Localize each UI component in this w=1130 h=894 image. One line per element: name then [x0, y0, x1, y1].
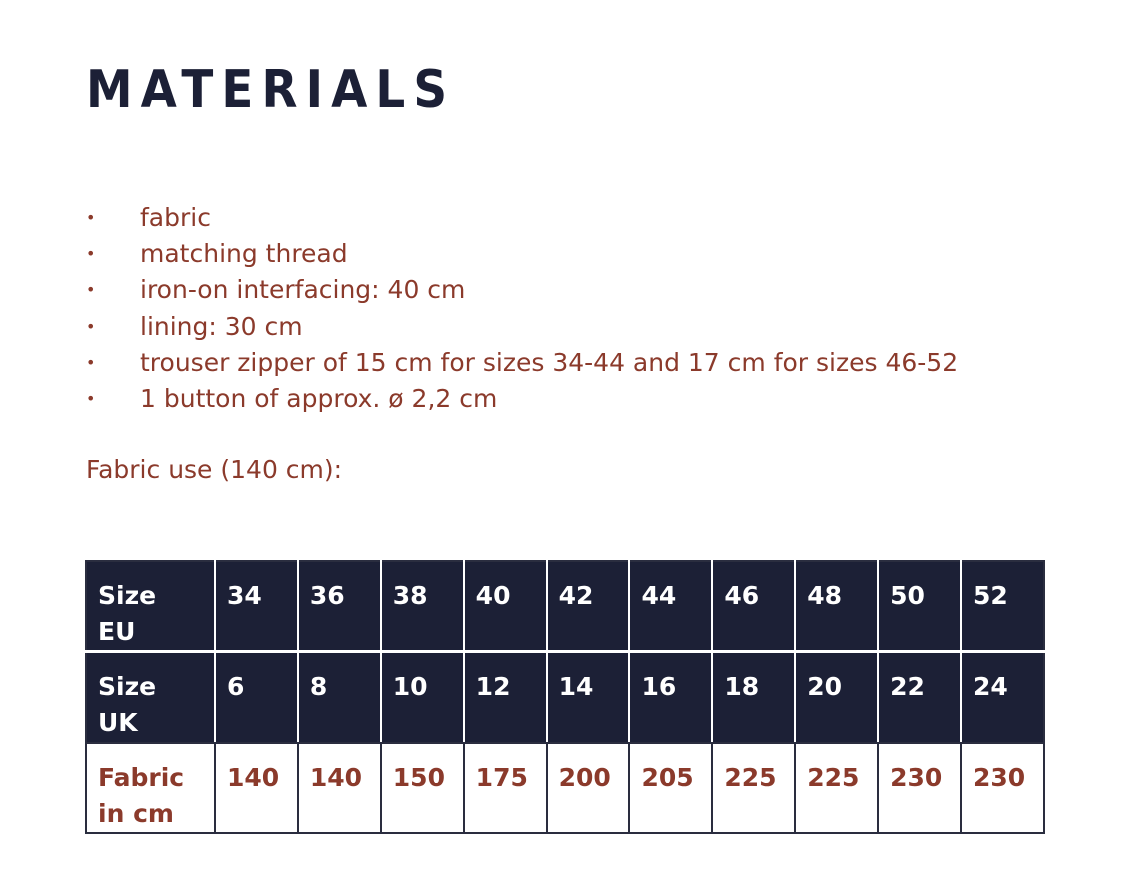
- size-table: [85, 560, 1045, 834]
- table-cell: 16: [629, 652, 712, 743]
- row-header-line: UK: [98, 708, 138, 738]
- table-cell: 40: [464, 561, 547, 652]
- table-cell: 14: [547, 652, 630, 743]
- table-cell: 140: [215, 743, 298, 833]
- bullet-icon: •: [86, 280, 96, 300]
- row-header-fabric: [86, 743, 215, 833]
- table-cell: 10: [381, 652, 464, 743]
- table-cell: 230: [961, 743, 1044, 833]
- table-cell: 36: [298, 561, 381, 652]
- table-cell: 150: [381, 743, 464, 833]
- table-cell: 46: [712, 561, 795, 652]
- table-cell: 24: [961, 652, 1044, 743]
- table-row-size-uk: [86, 652, 1044, 743]
- row-header-line: EU: [98, 617, 136, 646]
- row-header-size-eu: [86, 561, 215, 652]
- material-item-text: lining: 30 cm: [140, 311, 303, 341]
- table-cell: 20: [795, 652, 878, 743]
- table-cell: 44: [629, 561, 712, 652]
- table-cell: 38: [381, 561, 464, 652]
- table-cell: 8: [298, 652, 381, 743]
- row-header-line: Size: [98, 672, 157, 702]
- bullet-icon: •: [86, 316, 96, 336]
- table-row-size-eu: [86, 561, 1044, 652]
- row-header-line: Fabric: [98, 762, 185, 792]
- table-cell: 225: [712, 743, 795, 833]
- row-header-line: Size: [98, 581, 157, 610]
- table-cell: 200: [547, 743, 630, 833]
- material-item-text: matching thread: [140, 239, 348, 269]
- table-cell: 140: [298, 743, 381, 833]
- table-cell: 230: [878, 743, 961, 833]
- bullet-icon: •: [86, 352, 96, 372]
- material-item-text: 1 button of approx. ø 2,2 cm: [140, 383, 498, 413]
- table-cell: 22: [878, 652, 961, 743]
- row-header-line: in cm: [98, 798, 174, 828]
- table-cell: 18: [712, 652, 795, 743]
- table-cell: 34: [215, 561, 298, 652]
- table-cell: 52: [961, 561, 1044, 652]
- table-cell: 205: [629, 743, 712, 833]
- row-header-size-uk: [86, 652, 215, 743]
- table-cell: 225: [795, 743, 878, 833]
- table-cell: 175: [464, 743, 547, 833]
- bullet-icon: •: [86, 244, 96, 264]
- page-title: MATERIALS: [86, 60, 456, 120]
- table-cell: 6: [215, 652, 298, 743]
- table-row-fabric: [86, 743, 1044, 833]
- table-cell: 42: [547, 561, 630, 652]
- fabric-use-label: Fabric use (140 cm):: [86, 455, 343, 484]
- material-item-text: iron-on interfacing: 40 cm: [140, 275, 466, 305]
- table-cell: 50: [878, 561, 961, 652]
- table-cell: 12: [464, 652, 547, 743]
- bullet-icon: •: [86, 208, 96, 227]
- material-item-text: trouser zipper of 15 cm for sizes 34-44 and 17 cm for sizes 46-52: [140, 347, 959, 377]
- table-cell: 48: [795, 561, 878, 652]
- bullet-icon: •: [86, 388, 96, 408]
- material-item-text: fabric: [140, 203, 211, 232]
